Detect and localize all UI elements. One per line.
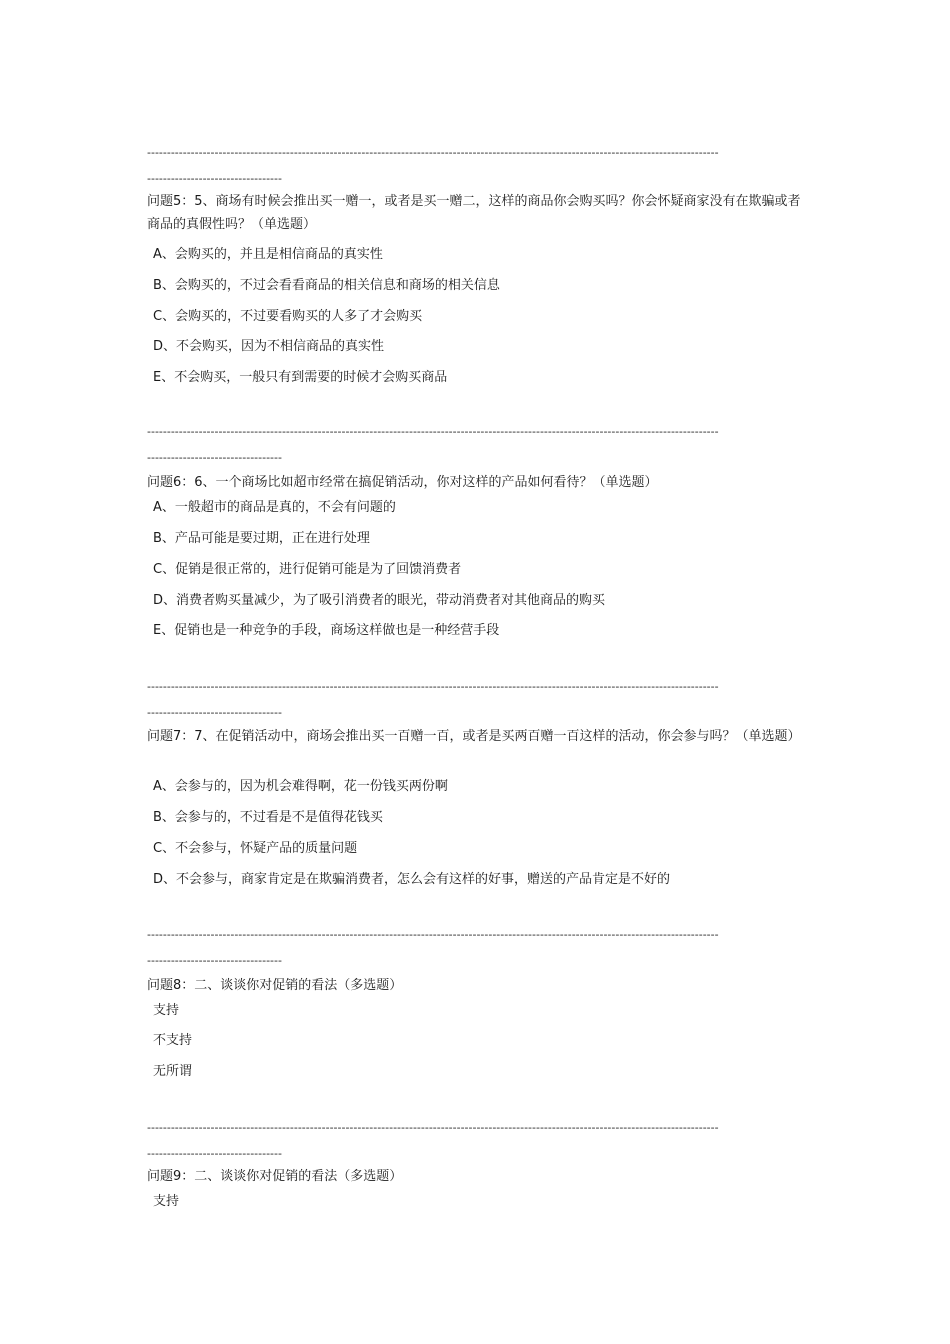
option-8-indifferent: 无所谓 <box>153 1064 193 1079</box>
question-7-title: 问题7：7、在促销活动中，商场会推出买一百赠一百，或者是买两百赠一百这样的活动，你会参与吗？（单选题） <box>147 729 801 744</box>
option-5d: D、不会购买，因为不相信商品的真实性 <box>153 339 385 354</box>
option-6e: E、促销也是一种竞争的手段，商场这样做也是一种经营手段 <box>153 623 500 638</box>
separator-line-short: ---------------------------------- <box>147 172 282 185</box>
option-9-support: 支持 <box>153 1194 180 1209</box>
question-7-block <box>147 680 812 887</box>
option-8-not-support: 不支持 <box>153 1033 193 1048</box>
separator-line: ------------------------------------------------------------------------------------------------------------------------------------------------ <box>147 425 719 438</box>
option-5b: B、会购买的，不过会看看商品的相关信息和商场的相关信息 <box>153 278 500 293</box>
separator-line: ------------------------------------------------------------------------------------------------------------------------------------------------ <box>147 928 719 941</box>
option-6b: B、产品可能是要过期，正在进行处理 <box>153 531 370 546</box>
option-7c: C、不会参与，怀疑产品的质量问题 <box>153 841 358 856</box>
question-9-block <box>147 1121 812 1209</box>
separator-line-short: ---------------------------------- <box>147 706 282 719</box>
question-6-block <box>147 425 812 638</box>
option-5c: C、会购买的，不过要看购买的人多了才会购买 <box>153 309 423 324</box>
separator-line: ------------------------------------------------------------------------------------------------------------------------------------------------ <box>147 146 719 159</box>
option-6c: C、促销是很正常的，进行促销可能是为了回馈消费者 <box>153 562 462 577</box>
option-7b: B、会参与的，不过看是不是值得花钱买 <box>153 810 383 825</box>
option-6a: A、一般超市的商品是真的，不会有问题的 <box>153 500 396 515</box>
question-6-title: 问题6：6、一个商场比如超市经常在搞促销活动，你对这样的产品如何看待？（单选题） <box>147 475 658 490</box>
separator-line-short: ---------------------------------- <box>147 954 282 967</box>
question-9-title: 问题9：二、谈谈你对促销的看法（多选题） <box>147 1169 403 1184</box>
option-8-support: 支持 <box>153 1003 180 1018</box>
option-6d: D、消费者购买量减少，为了吸引消费者的眼光，带动消费者对其他商品的购买 <box>153 593 606 608</box>
question-5-title: 问题5：5、商场有时候会推出买一赠一，或者是买一赠二，这样的商品你会购买吗？你会怀疑商家没有在欺骗或者商品的真假性吗？（单选题） <box>147 194 801 232</box>
question-8-title: 问题8：二、谈谈你对促销的看法（多选题） <box>147 978 403 993</box>
question-5-block <box>147 146 812 385</box>
separator-line-short: ---------------------------------- <box>147 1147 282 1160</box>
option-7d: D、不会参与，商家肯定是在欺骗消费者，怎么会有这样的好事，赠送的产品肯定是不好的 <box>153 872 671 887</box>
question-8-block <box>147 928 812 1079</box>
option-7a: A、会参与的，因为机会难得啊，花一份钱买两份啊 <box>153 779 448 794</box>
separator-line-short: ---------------------------------- <box>147 451 282 464</box>
option-5e: E、不会购买，一般只有到需要的时候才会购买商品 <box>153 370 448 385</box>
option-5a: A、会购买的，并且是相信商品的真实性 <box>153 247 383 262</box>
separator-line: ------------------------------------------------------------------------------------------------------------------------------------------------ <box>147 1121 719 1134</box>
separator-line: ------------------------------------------------------------------------------------------------------------------------------------------------ <box>147 680 719 693</box>
